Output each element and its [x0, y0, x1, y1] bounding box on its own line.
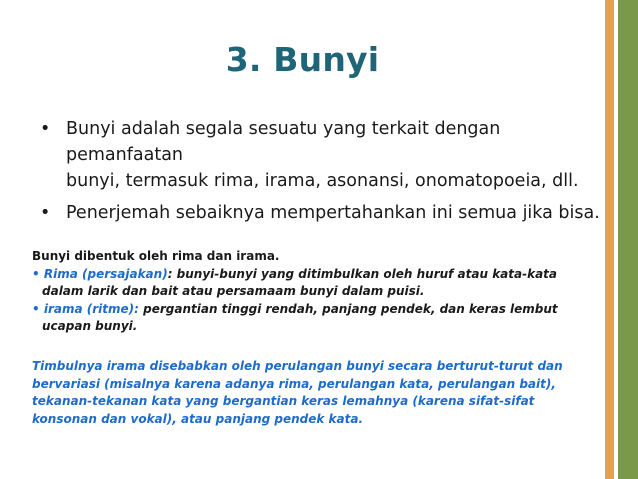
irama-term: irama (ritme):: [43, 301, 139, 316]
explanation-paragraph: [32, 358, 592, 428]
note-intro: Bunyi dibentuk oleh rima dan irama.: [32, 249, 280, 263]
bullet-text-line: Penerjemah sebaiknya mempertahankan ini semua jika bisa.: [66, 203, 600, 223]
bullet-item: [40, 200, 605, 226]
rima-definition: bunyi-bunyi yang ditimbulkan oleh huruf atau kata-kata: [172, 266, 558, 281]
irama-bullet-marker: •: [32, 301, 40, 316]
main-bullet-list: [40, 116, 605, 232]
rima-definition-continued: dalam larik dan bait atau persamaam bunyi dalam puisi.: [42, 284, 425, 298]
bullet-item: [40, 116, 605, 194]
slide-title: 3. Bunyi: [225, 40, 380, 79]
irama-definition: pergantian tinggi rendah, panjang pendek, dan keras lembut: [138, 301, 558, 316]
irama-definition-continued: ucapan bunyi.: [42, 319, 138, 333]
paragraph-line: Timbulnya irama disebabkan oleh perulangan bunyi secara berturut-turut dan: [32, 359, 563, 373]
paragraph-line: bervariasi (misalnya karena adanya rima, perulangan kata, perulangan bait),: [32, 376, 556, 391]
definition-note: [32, 248, 592, 336]
irama-definition-line: [32, 301, 592, 319]
bullet-text-line: Bunyi adalah segala sesuatu yang terkait dengan pemanfaatan: [66, 119, 501, 165]
rima-colon: :: [167, 266, 173, 281]
paragraph-line: konsonan dan vokal), atau panjang pendek kata.: [32, 411, 364, 426]
bullet-text-line: bunyi, termasuk rima, irama, asonansi, onomatopoeia, dll.: [66, 171, 579, 191]
bullet-marker: •: [40, 119, 51, 139]
bullet-marker: •: [40, 203, 51, 223]
rima-definition-line: [32, 266, 592, 284]
decorative-stripe-orange: [605, 0, 614, 479]
decorative-stripe-green: [618, 0, 638, 479]
rima-bullet-marker: •: [32, 266, 40, 281]
rima-term: Rima (persajakan): [43, 266, 168, 281]
paragraph-line: tekanan-tekanan kata yang bergantian keras lemahnya (karena sifat-sifat: [32, 394, 535, 408]
